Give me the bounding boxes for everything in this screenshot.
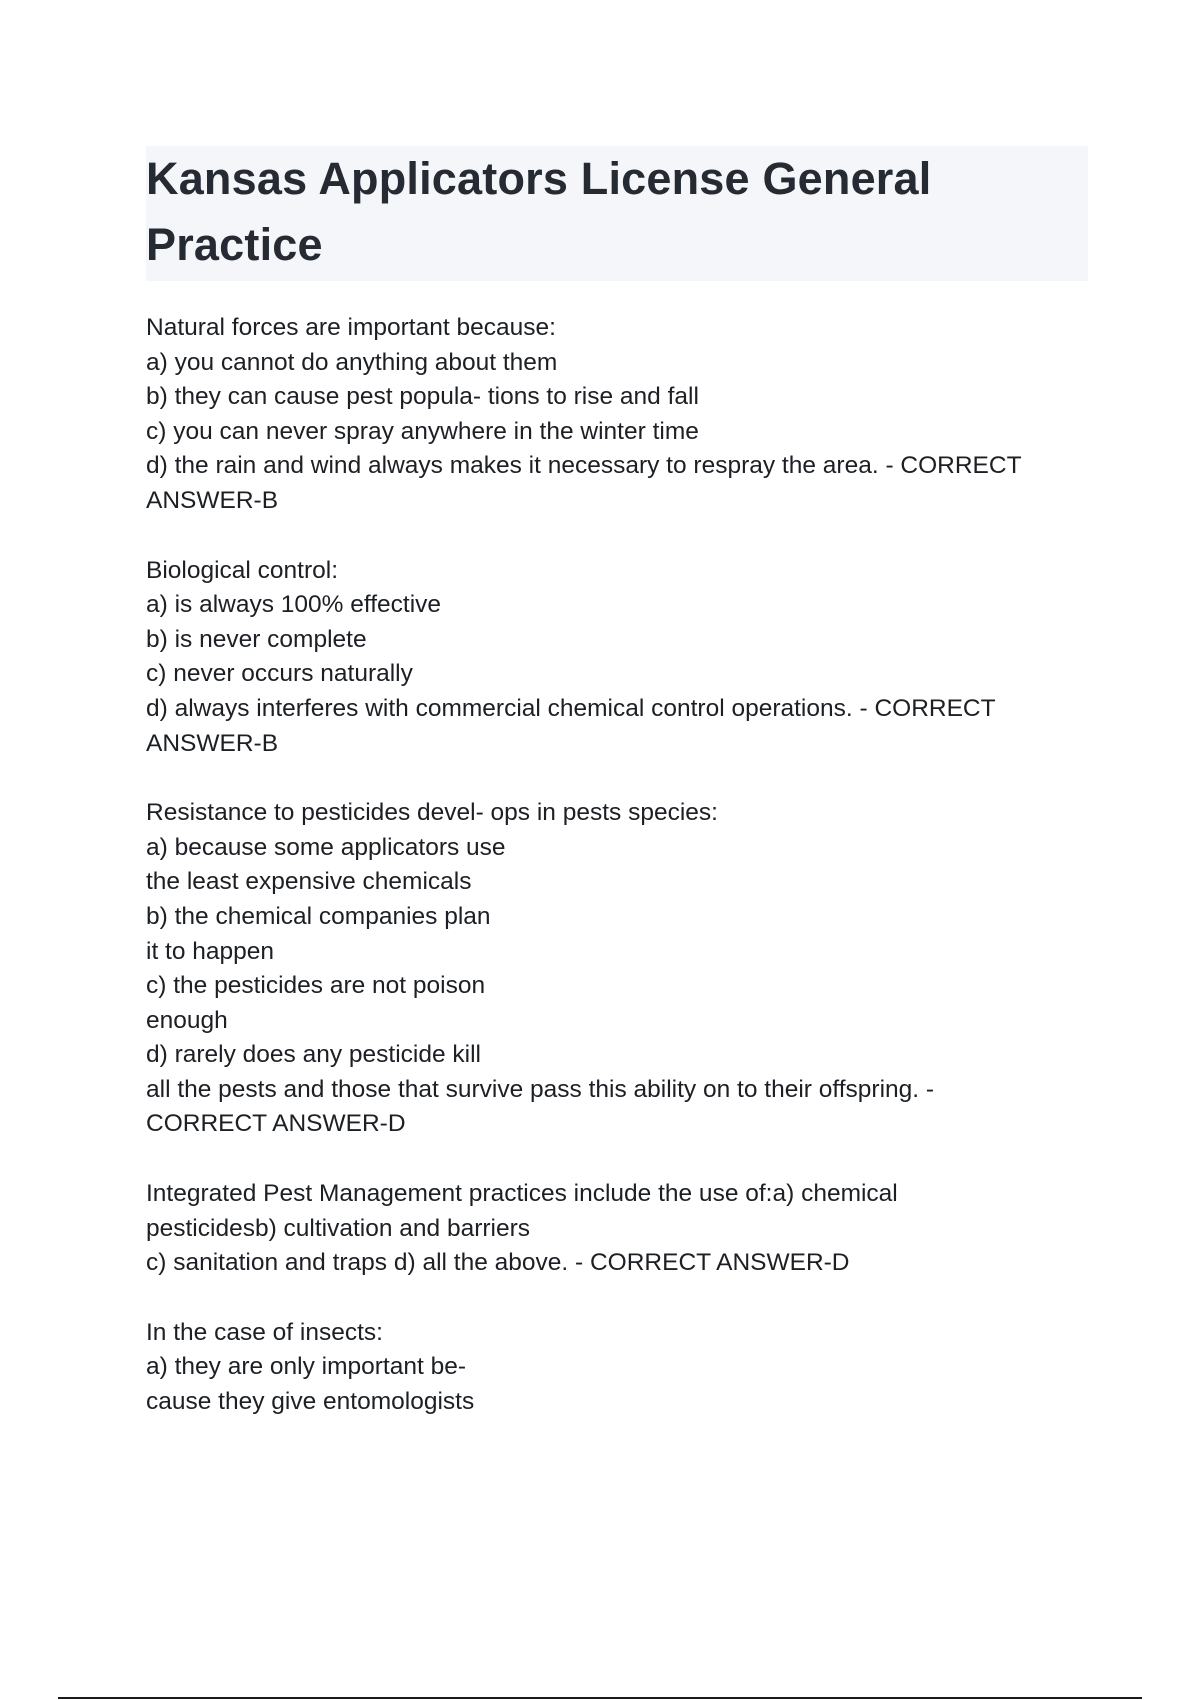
question-list: [146, 311, 1096, 1455]
page-bottom-rule: [58, 1697, 1142, 1699]
question-block: [146, 796, 1096, 1142]
question-text: Resistance to pesticides devel- ops in pests species:: [146, 799, 718, 827]
question-block: [146, 1177, 1096, 1281]
title-banner: [146, 146, 1088, 281]
correct-answer: ANSWER-B: [146, 729, 279, 757]
answer-option: a) is always 100% effective: [146, 591, 442, 619]
correct-answer: CORRECT ANSWER-D: [146, 1110, 406, 1138]
answer-option: b) the chemical companies plan: [146, 902, 491, 930]
question-text: Integrated Pest Management practices include the use of:a) chemical: [146, 1180, 898, 1208]
answer-option: c) never occurs naturally: [146, 660, 413, 688]
answer-option: b) is never complete: [146, 625, 367, 653]
answer-option: a) because some applicators use: [146, 833, 506, 861]
answer-option: all the pests and those that survive pass this ability on to their offspring. -: [146, 1075, 935, 1103]
page-title: Kansas Applicators License General Practice: [146, 153, 932, 270]
answer-option: the least expensive chemicals: [146, 868, 472, 896]
answer-option: c) you can never spray anywhere in the winter time: [146, 417, 699, 445]
answer-option: pesticidesb) cultivation and barriers: [146, 1214, 531, 1242]
answer-option: a) they are only important be-: [146, 1353, 467, 1381]
answer-option: c) the pesticides are not poison: [146, 972, 486, 1000]
question-block: [146, 311, 1096, 519]
correct-answer: ANSWER-B: [146, 486, 279, 514]
answer-option: enough: [146, 1006, 228, 1034]
answer-option: d) always interferes with commercial chemical control operations. - CORRECT: [146, 694, 996, 722]
question-block: [146, 1316, 1096, 1420]
question-block: [146, 554, 1096, 762]
correct-answer: c) sanitation and traps d) all the above. - CORRECT ANSWER-D: [146, 1249, 850, 1277]
answer-option: cause they give entomologists: [146, 1388, 475, 1416]
answer-option: b) they can cause pest popula- tions to rise and fall: [146, 383, 699, 411]
question-text: Biological control:: [146, 556, 339, 584]
answer-option: it to happen: [146, 937, 275, 965]
answer-option: d) the rain and wind always makes it necessary to respray the area. - CORRECT: [146, 452, 1022, 480]
question-text: Natural forces are important because:: [146, 314, 556, 341]
answer-option: d) rarely does any pesticide kill: [146, 1041, 481, 1069]
question-text: In the case of insects:: [146, 1318, 383, 1346]
answer-option: a) you cannot do anything about them: [146, 348, 558, 376]
